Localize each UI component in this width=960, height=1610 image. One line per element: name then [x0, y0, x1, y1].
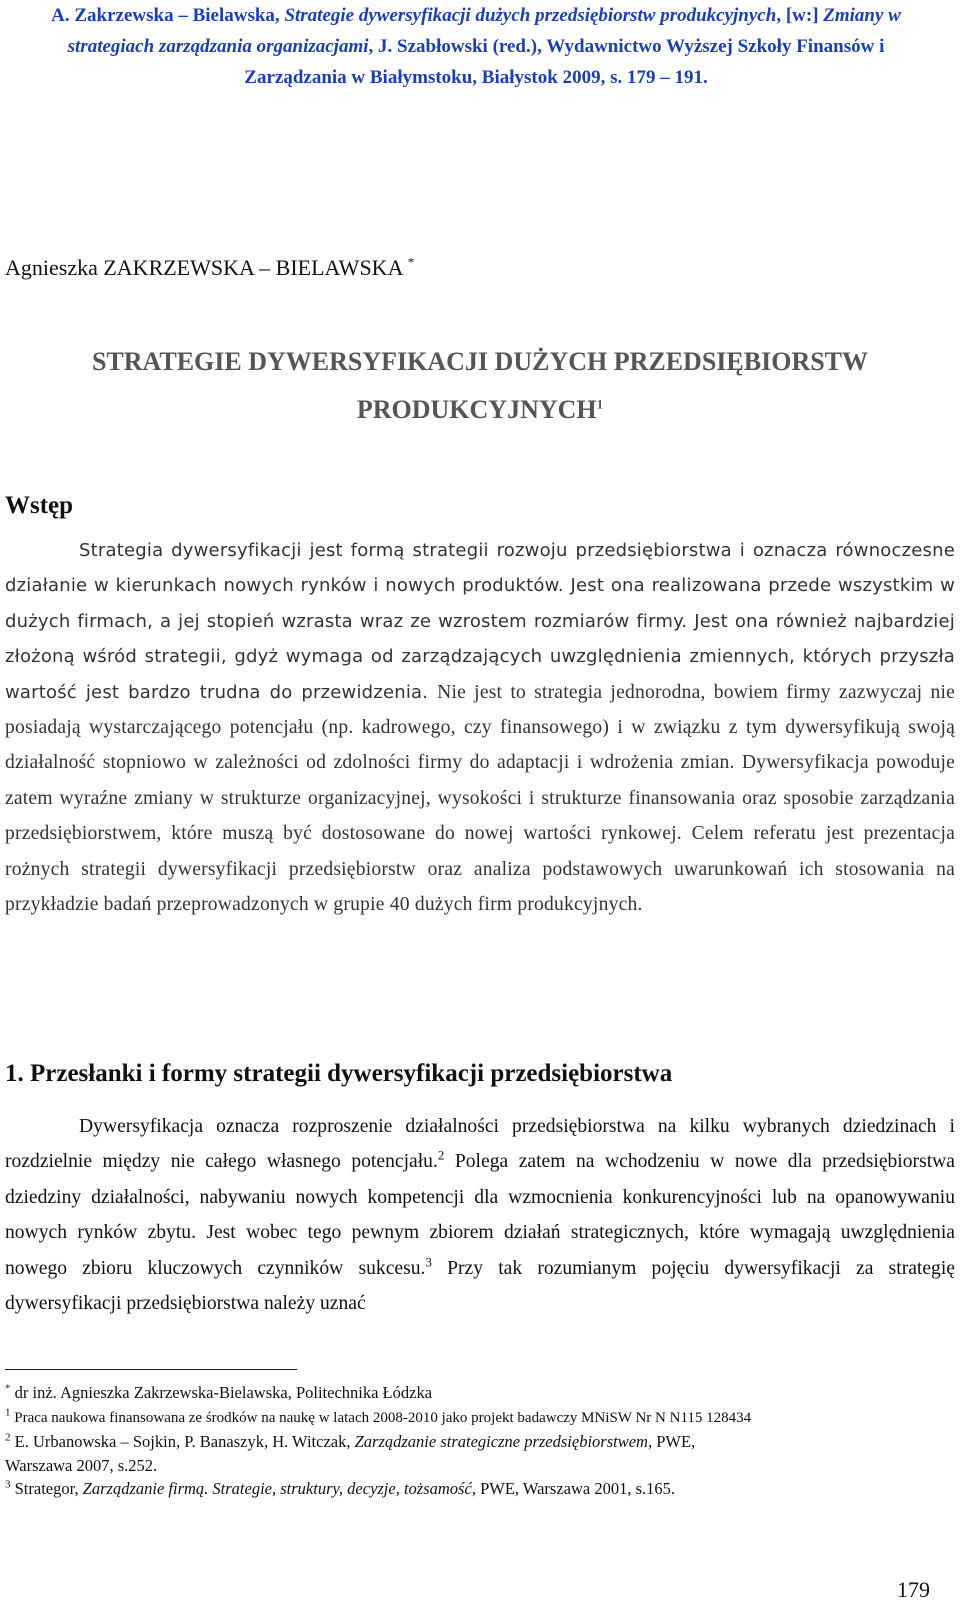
footnote-3-title: Zarządzanie firmą. Strategie, struktury, decyzje, tożsamość [82, 1479, 472, 1498]
author-line [5, 253, 414, 283]
section-1-heading: 1. Przesłanki i formy strategii dywersyfikacji przedsiębiorstwa [5, 1060, 673, 1087]
footnote-author [5, 1381, 945, 1405]
footnote-3-publisher: , PWE, Warszawa 2001, s.165. [471, 1479, 676, 1498]
citation-book-title-start: Zmiany w [823, 5, 901, 26]
footnote-2-authors: E. Urbanowska – Sojkin, P. Banaszyk, H. Witczak, [10, 1432, 355, 1451]
footnote-ref-3: 3 [425, 1254, 432, 1270]
intro-paragraph [5, 533, 955, 922]
intro-paragraph-part2: Nie jest to strategia jednorodna, bowiem firmy zazwyczaj nie posiadają wystarczającego potencjału (np. kadrowego, czy finansowego) i w związku z tym dywersyfikują swoją działalność stopniowo w zależności od zdolności firmy do adaptacji i wdrożenia zmian. Dywersyfikacja powoduje zatem wyraźne zmiany w strukturze organizacyjnej, wysokości i strukturze finansowania oraz sposobie zarządzania przedsiębiorstwem, które muszą być dostosowane do nowej wartości rynkowej. Celem referatu jest prezentacja rożnych strategii dywersyfikacji przedsiębiorstw oraz analiza podstawowych uwarunkowań ich stosowania na przykładzie badań przeprowadzonych w grupie 40 dużych firm produkcyjnych. [5, 681, 955, 916]
footnote-2-publisher: , PWE, [647, 1432, 696, 1451]
page-number: 179 [897, 1577, 930, 1602]
paper-title-line2 [0, 394, 960, 426]
paper-title-line1: STRATEGIE DYWERSYFIKACJI DUŻYCH PRZEDSIĘBIORSTW [91, 347, 869, 376]
section-1-text-c: Przy tak rozumianym pojęciu dywersyfikacji za strategię dywersyfikacji przedsiębiorstwa należy uznać [5, 1257, 955, 1315]
intro-paragraph-part1: Strategia dywersyfikacji jest formą strategii rozwoju przedsiębiorstwa i oznacza równoczesne działanie w kierunkach nowych rynków i nowych produktów. Jest ona realizowana przede wszystkim w dużych firmach, a jej stopień wzrasta wraz ze wzrostem rozmiarów firmy. Jest ona również najbardziej złożoną wśród strategii, gdyż wymaga od zarządzających uwzględnienia zmiennych, których przyszła wartość jest bardzo trudna do przewidzenia. [5, 540, 955, 703]
footnote-2 [5, 1430, 945, 1454]
section-1-paragraph [5, 1109, 955, 1321]
paper-title-line2-text: PRODUKCYJNYCH [356, 395, 597, 424]
citation-book-title: strategiach zarządzania organizacjami [67, 36, 369, 57]
footnote-mark-star: * [5, 1382, 11, 1395]
footnote-3 [5, 1477, 945, 1501]
title-footnote-mark: 1 [596, 396, 604, 412]
footnote-ref-2: 2 [437, 1147, 445, 1163]
citation-authors: A. Zakrzewska – Bielawska, [51, 5, 285, 26]
intro-heading: Wstęp [5, 492, 74, 519]
citation-place-pages: Zarządzania w Białymstoku, Białystok 2009, s. 179 – 191. [244, 67, 708, 88]
author-footnote-mark: * [407, 254, 415, 270]
author-name: Agnieszka ZAKRZEWSKA – BIELAWSKA [5, 255, 403, 280]
footnote-mark-1: 1 [5, 1406, 11, 1418]
footnotes [5, 1381, 945, 1501]
footnote-author-text: dr inż. Agnieszka Zakrzewska-Bielawska, Politechnika Łódzka [10, 1383, 433, 1402]
section-1-text-a: Dywersyfikacja oznacza rozproszenie działalności przedsiębiorstwa na kilku wybranych dziedzinach i rozdzielnie między nie całego własnego potencjału. [5, 1116, 955, 1173]
footnote-divider [5, 1369, 297, 1370]
section-1-text-b: Polega zatem na wchodzeniu w nowe dla przedsiębiorstwa dziedziny działalności, nabywaniu nowych kompetencji dla wzmocnienia konkurencyjności lub na opanowywaniu nowych rynków zbytu. Jest wobec tego pewnym zbiorem działań strategicznych, które wymagają uwzględnienia nowego zbioru kluczowych czynników sukcesu. [5, 1151, 955, 1279]
footnote-mark-2: 2 [5, 1431, 11, 1444]
citation-in: , [w:] [776, 5, 824, 26]
footnote-2-title: Zarządzanie strategiczne przedsiębiorstwem [354, 1432, 648, 1451]
citation-editor-publisher: , J. Szabłowski (red.), Wydawnictwo Wyższej Szkoły Finansów i [368, 36, 885, 57]
citation-header [6, 0, 946, 93]
citation-chapter-title: Strategie dywersyfikacji dużych przedsiębiorstw produkcyjnych [284, 5, 777, 26]
footnote-2-place: Warszawa 2007, s.252. [5, 1455, 158, 1475]
footnote-3-author: Strategor, [10, 1479, 83, 1498]
footnote-1 [5, 1405, 945, 1431]
footnote-1-text: Praca naukowa finansowana ze środków na naukę w latach 2008-2010 jako projekt badawczy MNiSW Nr N N115 128434 [10, 1409, 752, 1426]
footnote-mark-3: 3 [5, 1478, 11, 1491]
